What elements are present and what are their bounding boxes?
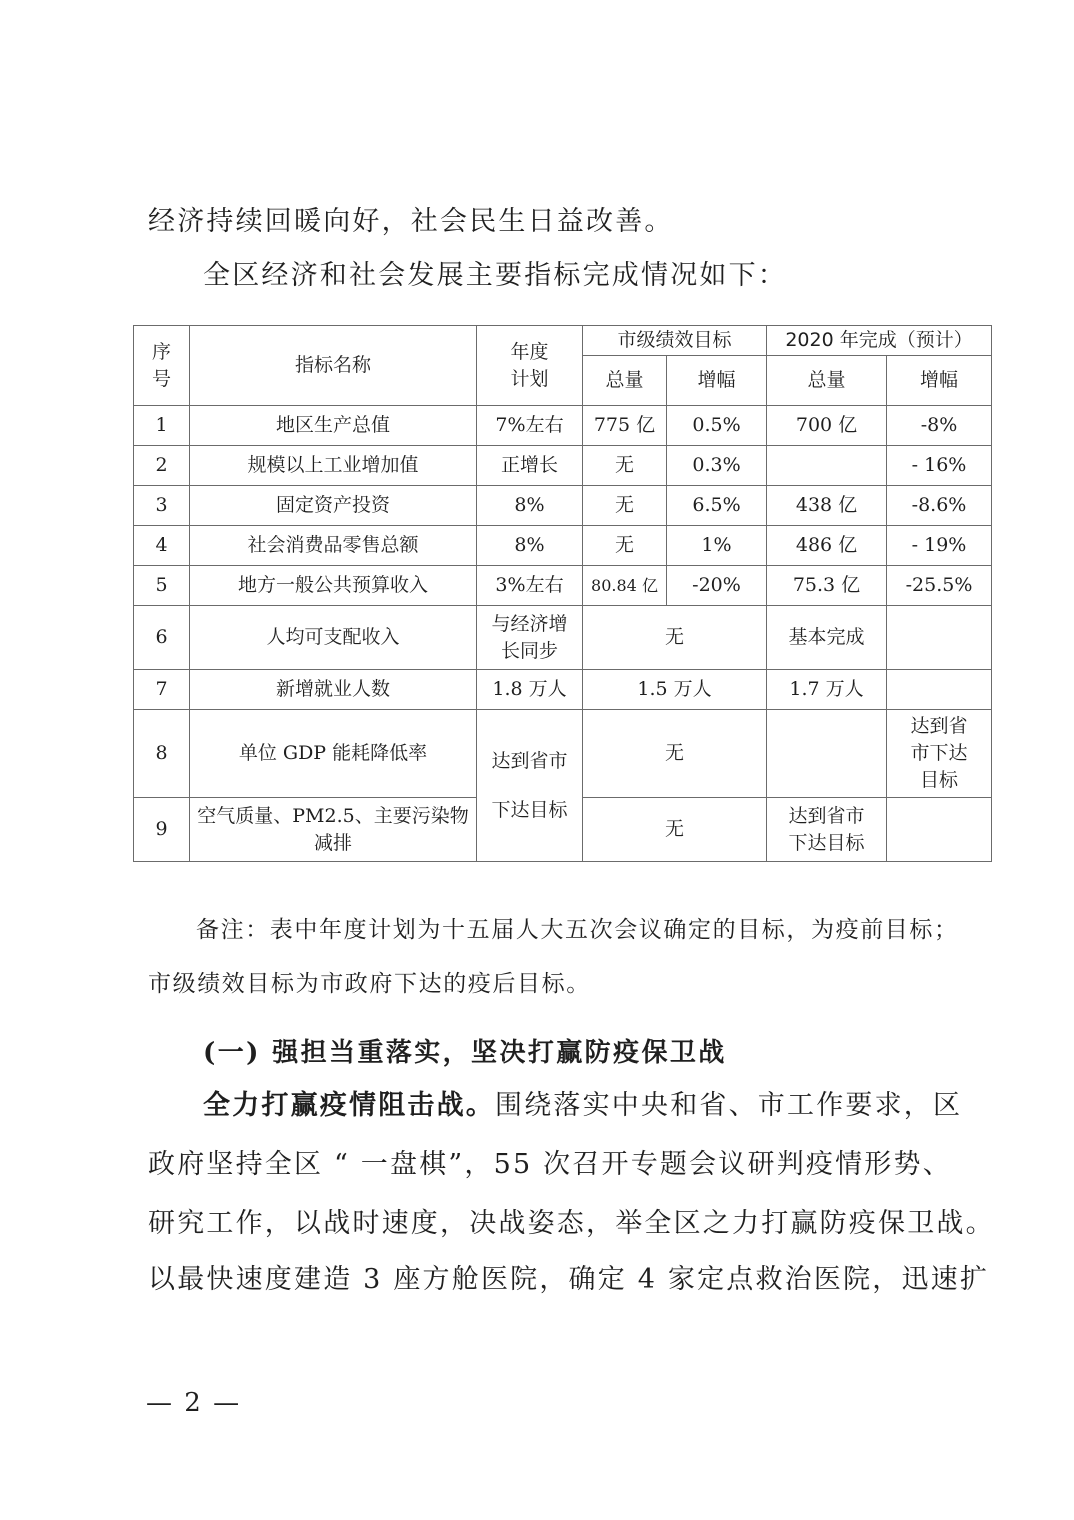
header-city-total: 总量 <box>583 356 667 406</box>
paragraph-line-2: 政府坚持全区 “ 一盘棋”，55 次召开专题会议研判疫情形势、 <box>148 1149 952 1180</box>
table-header-row <box>134 326 992 356</box>
intro-line: 经济持续回暖向好，社会民生日益改善。 <box>148 206 674 237</box>
table-row: 7 新增就业人数 1.8 万人 1.5 万人 1.7 万人 <box>134 670 992 710</box>
header-done-total: 总量 <box>767 356 887 406</box>
table-row: 8 单位 GDP 能耗降低率 达到省市 下达目标 无 达到省 市下达 目标 <box>134 710 992 798</box>
note-line-2: 市级绩效目标为市政府下达的疫后目标。 <box>148 971 591 997</box>
header-seq: 序 号 <box>134 326 190 406</box>
paragraph-line-3: 研究工作，以战时速度，决战姿态，举全区之力打赢防疫保卫战。 <box>148 1208 995 1239</box>
page-number: — 2 — <box>146 1388 242 1418</box>
table-row: 2 规模以上工业增加值 正增长 无 0.3% - 16% <box>134 446 992 486</box>
table-row: 9 空气质量、PM2.5、主要污染物 减排 无 达到省市 下达目标 <box>134 798 992 862</box>
table-row: 5 地方一般公共预算收入 3%左右 80.84 亿 -20% 75.3 亿 -25.5% <box>134 566 992 606</box>
paragraph-line-4: 以最快速度建造 3 座方舱医院，确定 4 家定点救治医院，迅速扩 <box>148 1264 990 1295</box>
header-done-growth: 增幅 <box>887 356 992 406</box>
table-row: 1 地区生产总值 7%左右 775 亿 0.5% 700 亿 -8% <box>134 406 992 446</box>
header-completion: 2020 年完成（预计） <box>767 326 992 356</box>
paragraph-lead: 全力打赢疫情阻击战。 <box>203 1090 495 1121</box>
table-row: 4 社会消费品零售总额 8% 无 1% 486 亿 - 19% <box>134 526 992 566</box>
paragraph-line-1: 全力打赢疫情阻击战。围绕落实中央和省、市工作要求，区 <box>203 1090 963 1121</box>
note-line-1: 备注：表中年度计划为十五届人大五次会议确定的目标，为疫前目标； <box>196 917 959 943</box>
section-title: (一) 强担当重落实，坚决打赢防疫保卫战 <box>203 1038 727 1068</box>
table-row: 6 人均可支配收入 与经济增 长同步 无 基本完成 <box>134 606 992 670</box>
header-city-target: 市级绩效目标 <box>583 326 767 356</box>
table-row: 3 固定资产投资 8% 无 6.5% 438 亿 -8.6% <box>134 486 992 526</box>
table-intro: 全区经济和社会发展主要指标完成情况如下： <box>203 260 787 291</box>
header-city-growth: 增幅 <box>667 356 767 406</box>
header-name: 指标名称 <box>190 326 477 406</box>
header-plan: 年度 计划 <box>477 326 583 406</box>
indicators-table <box>133 325 992 862</box>
